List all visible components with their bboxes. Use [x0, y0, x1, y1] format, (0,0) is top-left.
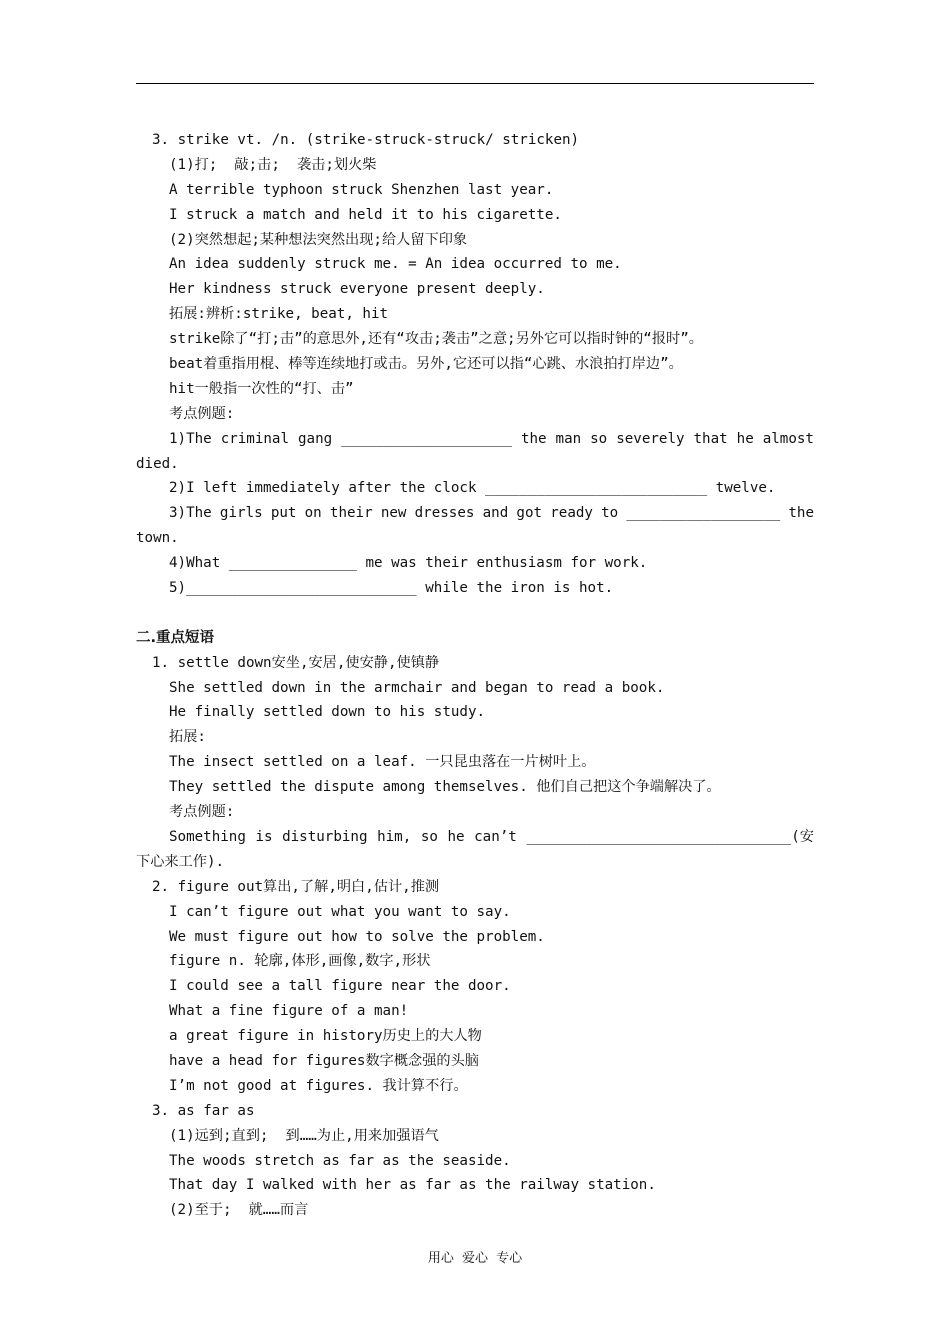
word: the — [520, 430, 547, 447]
section-heading: 二.重点短语 — [136, 629, 215, 646]
phrase-title-figure-out: 2. figure out算出,了解,明白,估计,推测 — [152, 878, 440, 895]
word: dresses — [414, 505, 475, 522]
word: ready — [550, 505, 593, 522]
extension-label: 拓展: — [169, 729, 206, 746]
word: is — [255, 828, 273, 845]
meaning-2: (2)至于; 就……而言 — [169, 1202, 309, 1219]
example-sentence: The woods stretch as far as the seaside. — [169, 1152, 511, 1169]
example-sentence: They settled the dispute among themselves. 他们自己把这个争端解决了。 — [169, 779, 721, 796]
phrase-title-as-far-as: 3. as far as — [152, 1102, 255, 1119]
example-sentence: That day I walked with her as far as the railway station. — [169, 1177, 656, 1194]
example-sentence: Her kindness struck everyone present deeply. — [169, 281, 545, 298]
meaning-1: (1)打; 敲;击; 袭击;划火柴 — [169, 156, 377, 173]
answer-blank: _______________________________(安 — [526, 828, 814, 845]
settle-question-line-2: 下心来工作). — [136, 853, 225, 870]
word: so — [590, 430, 608, 447]
word: gang — [298, 430, 333, 447]
word: he — [736, 430, 754, 447]
word: him, — [377, 828, 412, 845]
word: new — [380, 505, 407, 522]
answer-blank: ____________________ — [341, 430, 512, 447]
word: he — [447, 828, 465, 845]
word: to — [601, 505, 619, 522]
word: 1)The — [169, 430, 212, 447]
word: so — [420, 828, 438, 845]
example-sentence: He finally settled down to his study. — [169, 704, 486, 721]
example-sentence: The insect settled on a leaf. 一只昆虫落在一片树叶上。 — [169, 754, 596, 771]
word: 3)The — [169, 505, 212, 522]
word: and — [482, 505, 509, 522]
question-5: 5)___________________________ while the iron is hot. — [169, 580, 614, 597]
word: on — [304, 505, 322, 522]
word: disturbing — [282, 828, 368, 845]
settle-question-line-1 — [136, 825, 816, 850]
question-1-line-2: died. — [136, 455, 179, 472]
question-1-line-1 — [136, 427, 816, 452]
note-hit: hit一般指一次性的“打、击” — [169, 380, 354, 397]
example-sentence: I’m not good at figures. 我计算不行。 — [169, 1077, 468, 1094]
note-beat: beat着重指用棍、棒等连续地打或击。另外,它还可以指“心跳、水浪拍打岸边”。 — [169, 356, 683, 373]
example-sentence: A terrible typhoon struck Shenzhen last year. — [169, 181, 554, 198]
answer-blank: __________________ — [626, 505, 781, 522]
phrase-title-settle-down: 1. settle down安坐,安居,使安静,使镇静 — [152, 654, 440, 671]
word: severely — [616, 430, 685, 447]
example-phrase: a great figure in history历史上的大人物 — [169, 1028, 482, 1045]
example-phrase: have a head for figures数字概念强的头脑 — [169, 1052, 479, 1069]
word: the — [788, 505, 814, 522]
example-sentence: An idea suddenly struck me. = An idea occurred to me. — [169, 256, 622, 273]
example-sentence: I can’t figure out what you want to say. — [169, 903, 511, 920]
example-sentence: We must figure out how to solve the problem. — [169, 928, 545, 945]
question-2: 2)I left immediately after the clock __________________________ twelve. — [169, 480, 776, 497]
example-sentence: She settled down in the armchair and began to read a book. — [169, 679, 665, 696]
document-body — [136, 128, 816, 1223]
extension-label: 拓展:辨析:strike, beat, hit — [169, 306, 389, 323]
word: criminal — [220, 430, 290, 447]
question-4: 4)What _______________ me was their enthusiasm for work. — [169, 555, 648, 572]
word: that — [693, 430, 728, 447]
word: can’t — [474, 828, 517, 845]
exam-label: 考点例题: — [169, 804, 235, 821]
page-footer: 用心 爱心 专心 — [427, 1251, 523, 1266]
question-3-line-1 — [136, 501, 816, 526]
note-strike: strike除了“打;击”的意思外,还有“攻击;袭击”之意;另外它可以指时钟的“报时”。 — [169, 331, 703, 348]
example-sentence: I struck a match and held it to his cigarette. — [169, 206, 562, 223]
meaning-2: (2)突然想起;某种想法突然出现;给人留下印象 — [169, 231, 468, 248]
word: almost — [762, 430, 814, 447]
question-3-line-2: town. — [136, 530, 179, 547]
word: man — [555, 430, 582, 447]
header-rule — [136, 83, 814, 84]
word: put — [270, 505, 297, 522]
word: Something — [169, 828, 246, 845]
noun-meaning: figure n. 轮廓,体形,画像,数字,形状 — [169, 953, 431, 970]
word: their — [329, 505, 373, 522]
word: girls — [219, 505, 263, 522]
example-sentence: I could see a tall figure near the door. — [169, 978, 511, 995]
example-sentence: What a fine figure of a man! — [169, 1003, 409, 1020]
exam-label: 考点例题: — [169, 405, 235, 422]
word: got — [516, 505, 543, 522]
meaning-1: (1)远到;直到; 到……为止,用来加强语气 — [169, 1127, 439, 1144]
item-title-strike: 3. strike vt. /n. (strike-struck-struck/ stricken) — [152, 132, 580, 148]
spacer — [136, 601, 816, 626]
